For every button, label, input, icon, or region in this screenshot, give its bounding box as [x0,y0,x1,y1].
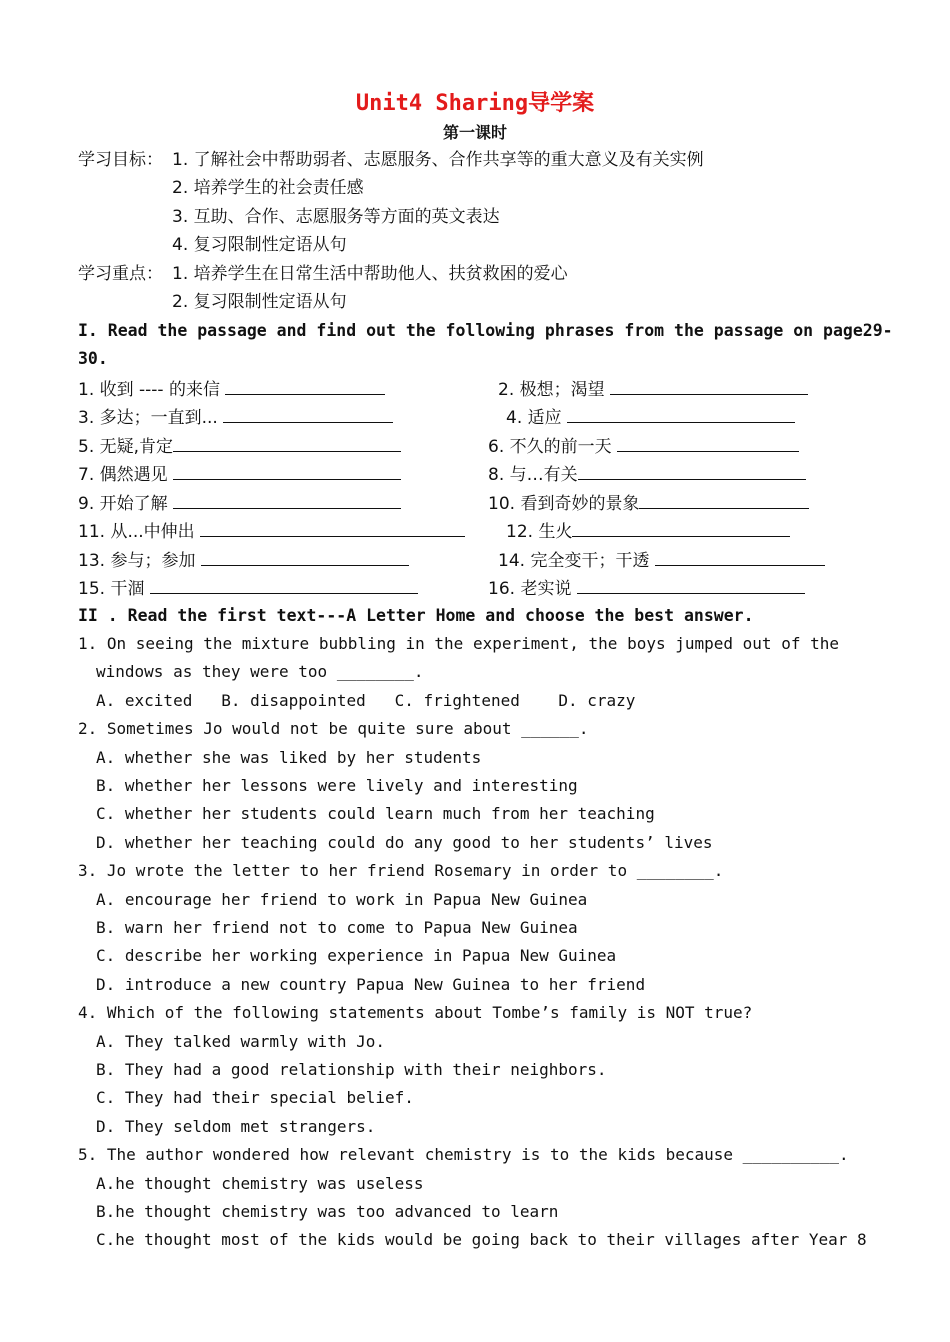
page-title: Unit4 Sharing导学案 [355,91,595,116]
phrase-item: 16. 老实说 [488,575,805,601]
question-4-option-c[interactable]: C. They had their special belief. [96,1088,414,1107]
answer-blank[interactable] [578,461,806,480]
answer-blank[interactable] [173,461,401,480]
answer-blank[interactable] [617,433,799,452]
question-3-option-a[interactable]: A. encourage her friend to work in Papua New Guinea [96,890,588,909]
answer-blank[interactable] [567,404,795,423]
goals-label: 学习目标： [78,150,163,170]
focus-item: 1. 培养学生在日常生活中帮助他人、扶贫救困的爱心 [172,264,568,284]
answer-blank[interactable] [173,433,401,452]
phrase-item: 7. 偶然遇见 [78,461,401,487]
lesson-subtitle: 第一课时 [442,123,507,142]
phrase-item: 11. 从...中伸出 [78,518,465,544]
phrase-item: 10. 看到奇妙的景象 [488,490,809,516]
question-3-option-b[interactable]: B. warn her friend not to come to Papua New Guinea [96,918,578,937]
question-3-option-c[interactable]: C. describe her working experience in Papua New Guinea [96,946,617,965]
phrase-item: 12. 生火 [506,518,790,544]
question-3-option-d[interactable]: D. introduce a new country Papua New Guinea to her friend [96,975,646,994]
focus-label: 学习重点： [78,264,163,284]
question-4-option-d[interactable]: D. They seldom met strangers. [96,1117,376,1136]
goal-item: 3. 互助、合作、志愿服务等方面的英文表达 [172,207,500,227]
phrase-item: 9. 开始了解 [78,490,401,516]
phrase-item: 3. 多达；一直到... [78,404,393,430]
phrase-item: 8. 与…有关 [488,461,806,487]
question-4-stem: 4. Which of the following statements about Tombe’s family is NOT true? [78,1003,753,1022]
answer-blank[interactable] [639,490,809,509]
section1-heading: I. Read the passage and find out the following phrases from the passage on page29- [78,321,893,340]
section1-heading-cont: 30. [78,349,108,368]
phrase-item: 13. 参与；参加 [78,547,409,573]
question-2-option-b[interactable]: B. whether her lessons were lively and interesting [96,776,578,795]
question-1-stem: 1. On seeing the mixture bubbling in the experiment, the boys jumped out of the [78,634,839,653]
phrase-item: 14. 完全变干；干透 [498,547,825,573]
answer-blank[interactable] [572,518,790,537]
question-5-stem: 5. The author wondered how relevant chemistry is to the kids because __________. [78,1145,849,1164]
question-1-options[interactable]: A. excited B. disappointed C. frightened D. crazy [96,691,636,710]
question-5-option-a[interactable]: A.he thought chemistry was useless [96,1174,424,1193]
answer-blank[interactable] [577,575,805,594]
answer-blank[interactable] [201,547,409,566]
phrase-item: 2. 极想；渴望 [498,376,808,402]
section2-heading: II . Read the first text---A Letter Home and choose the best answer. [78,606,754,625]
question-4-option-a[interactable]: A. They talked warmly with Jo. [96,1032,385,1051]
answer-blank[interactable] [150,575,418,594]
question-2-option-a[interactable]: A. whether she was liked by her students [96,748,482,767]
question-5-option-c[interactable]: C.he thought most of the kids would be going back to their villages after Year 8 [96,1230,867,1249]
answer-blank[interactable] [200,518,465,537]
question-2-option-c[interactable]: C. whether her students could learn much from her teaching [96,804,655,823]
focus-item: 2. 复习限制性定语从句 [172,292,347,312]
answer-blank[interactable] [225,376,385,395]
phrase-item: 5. 无疑,肯定 [78,433,401,459]
phrase-item: 15. 干涸 [78,575,418,601]
answer-blank[interactable] [173,490,401,509]
question-2-option-d[interactable]: D. whether her teaching could do any good to her students’ lives [96,833,713,852]
answer-blank[interactable] [223,404,393,423]
phrase-item: 4. 适应 [506,404,795,430]
question-5-option-b[interactable]: B.he thought chemistry was too advanced to learn [96,1202,559,1221]
question-2-stem: 2. Sometimes Jo would not be quite sure about ______. [78,719,589,738]
answer-blank[interactable] [610,376,808,395]
question-1-stem-cont: windows as they were too ________. [96,662,424,681]
goal-item: 4. 复习限制性定语从句 [172,235,347,255]
phrase-item: 6. 不久的前一天 [488,433,799,459]
answer-blank[interactable] [655,547,825,566]
goal-item: 1. 了解社会中帮助弱者、志愿服务、合作共享等的重大意义及有关实例 [172,150,704,170]
question-3-stem: 3. Jo wrote the letter to her friend Rosemary in order to ________. [78,861,724,880]
question-4-option-b[interactable]: B. They had a good relationship with their neighbors. [96,1060,607,1079]
goal-item: 2. 培养学生的社会责任感 [172,178,364,198]
phrase-item: 1. 收到 ---- 的来信 [78,376,385,402]
